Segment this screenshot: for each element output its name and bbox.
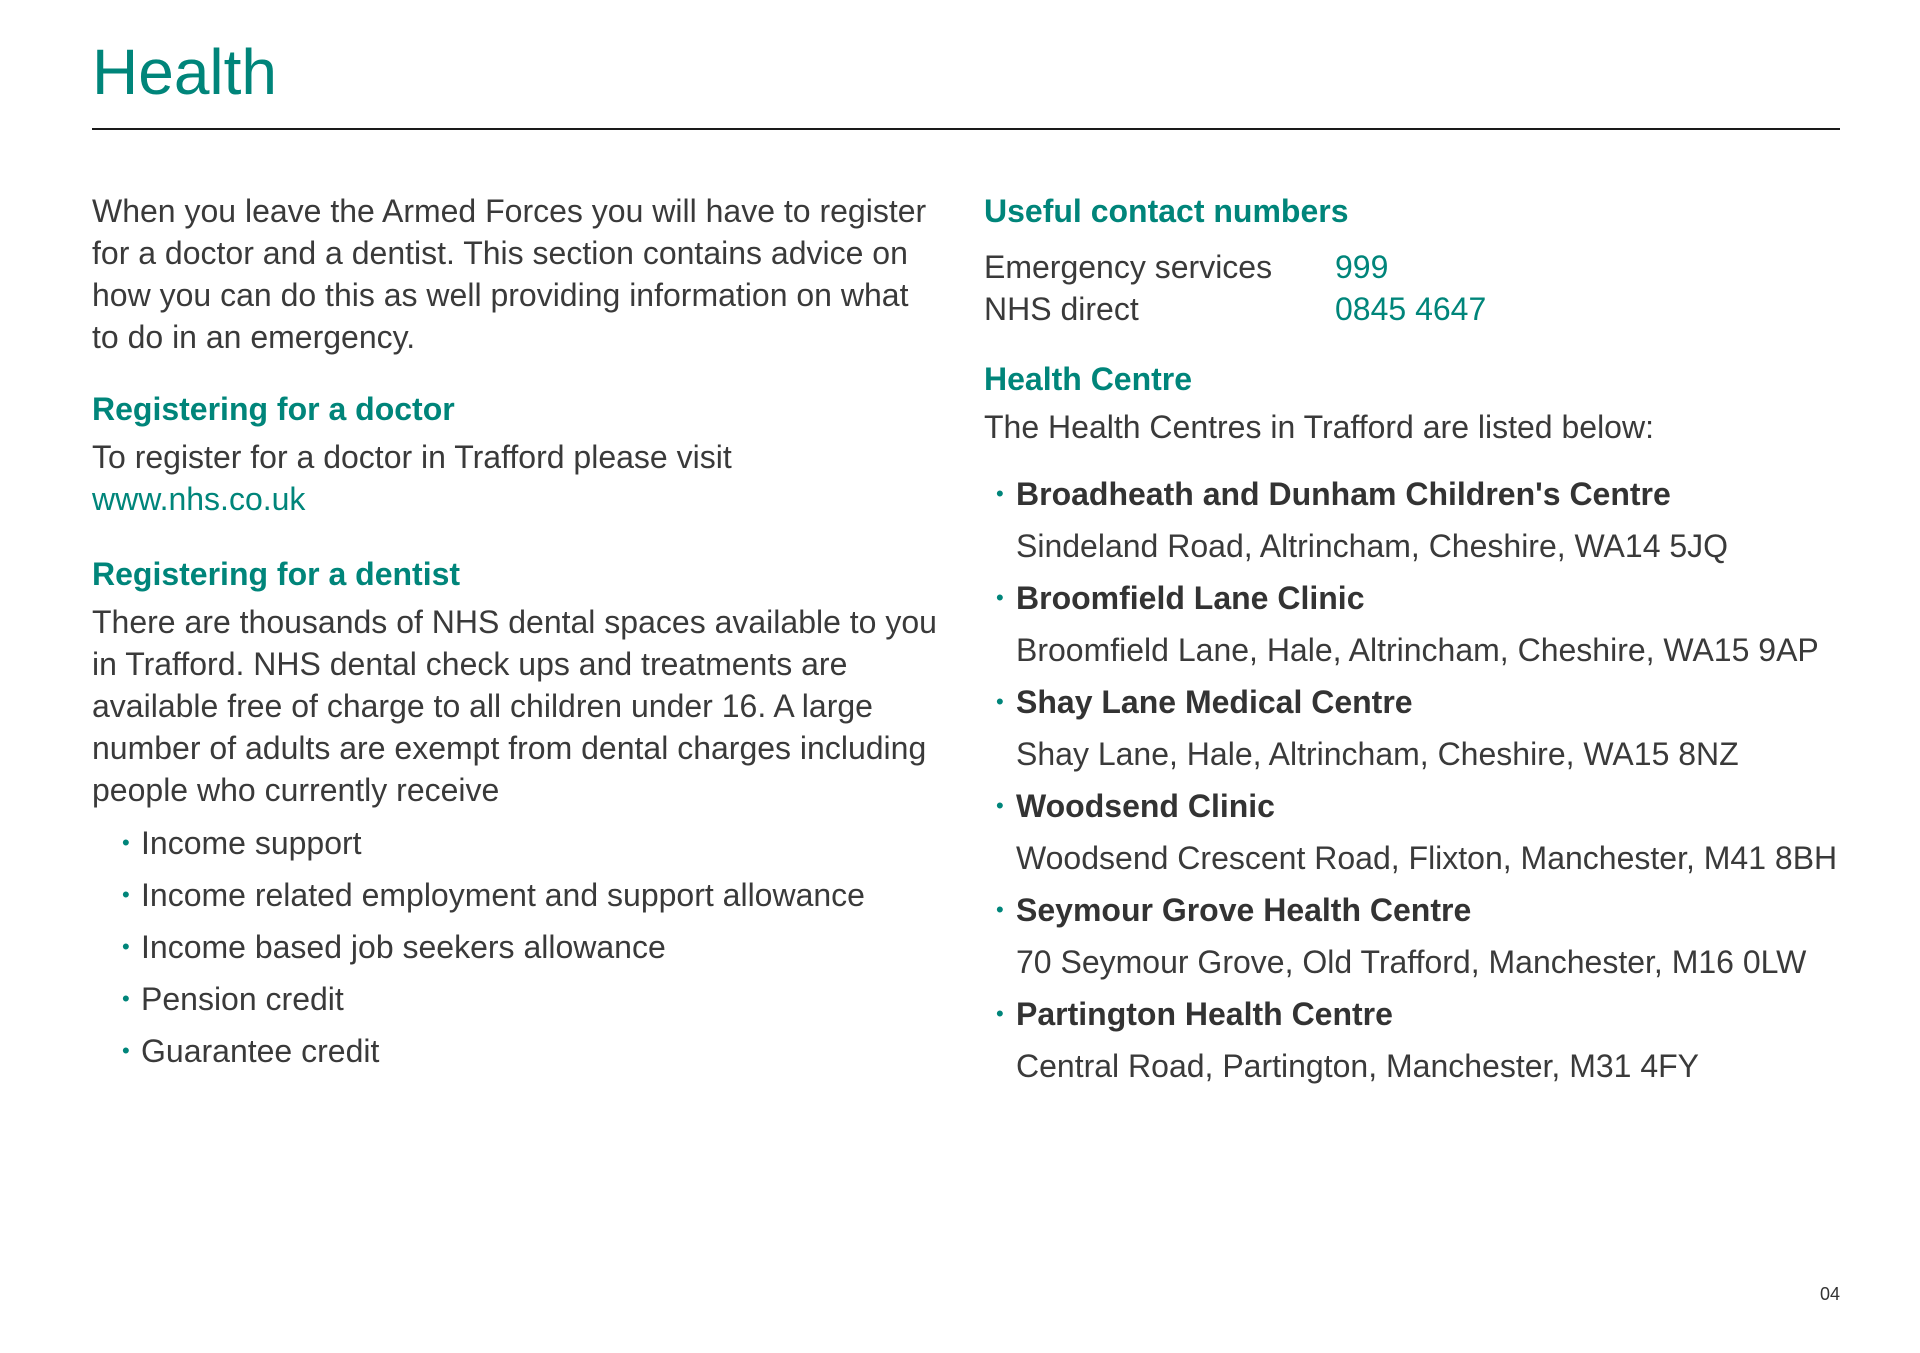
health-centre-heading: Health Centre <box>984 361 1193 397</box>
list-item: • Pension credit <box>92 973 942 1025</box>
doctor-heading: Registering for a doctor <box>92 391 455 427</box>
dentist-paragraph: There are thousands of NHS dental spaces available to you in Trafford. NHS dental check ups and treatments are available free of charge to all children under 16. A large number of adults are exempt from dental charges including people who currently receive <box>92 604 937 808</box>
centre-name: Partington Health Centre <box>1016 996 1393 1032</box>
centre-address: 70 Seymour Grove, Old Trafford, Manchester, M16 0LW <box>1016 944 1807 980</box>
contact-number: 0845 4647 <box>1335 291 1487 327</box>
list-item <box>984 780 1864 884</box>
centre-address: Sindeland Road, Altrincham, Cheshire, WA14 5JQ <box>1016 528 1729 564</box>
bullet-icon: • <box>996 1001 1004 1026</box>
nhs-website-link[interactable]: www.nhs.co.uk <box>92 481 306 517</box>
contacts-table <box>984 246 1864 330</box>
centre-address: Woodsend Crescent Road, Flixton, Manchester, M41 8BH <box>1016 840 1838 876</box>
contact-row-nhs-direct <box>984 288 1864 330</box>
centre-address: Central Road, Partington, Manchester, M31 4FY <box>1016 1048 1700 1084</box>
bullet-icon: • <box>996 793 1004 818</box>
bullet-icon: • <box>122 934 130 959</box>
dentist-heading: Registering for a dentist <box>92 556 461 592</box>
centre-address: Broomfield Lane, Hale, Altrincham, Cheshire, WA15 9AP <box>1016 632 1819 668</box>
contact-label: Emergency services <box>984 249 1273 285</box>
contact-number: 999 <box>1335 249 1389 285</box>
bullet-icon: • <box>122 1038 130 1063</box>
health-centre-list <box>984 468 1864 1092</box>
contact-row-emergency <box>984 246 1864 288</box>
bullet-icon: • <box>996 481 1004 506</box>
list-item <box>984 884 1864 988</box>
list-item: • Guarantee credit <box>92 1025 942 1077</box>
list-item <box>984 572 1864 676</box>
doctor-text: To register for a doctor in Trafford please visit <box>92 439 732 475</box>
list-item: • Income based job seekers allowance <box>92 921 942 973</box>
bullet-icon: • <box>996 689 1004 714</box>
intro-paragraph: When you leave the Armed Forces you will have to register for a doctor and a dentist. This section contains advice on how you can do this as well providing information on what to do in an emergency. <box>92 193 927 355</box>
centre-name: Broadheath and Dunham Children's Centre <box>1016 476 1671 512</box>
centre-name: Woodsend Clinic <box>1016 788 1275 824</box>
health-centre-intro: The Health Centres in Trafford are listed below: <box>984 409 1654 445</box>
left-column <box>92 190 942 1077</box>
contact-label: NHS direct <box>984 291 1139 327</box>
right-column <box>984 190 1864 1092</box>
centre-address: Shay Lane, Hale, Altrincham, Cheshire, WA15 8NZ <box>1016 736 1739 772</box>
bullet-icon: • <box>996 585 1004 610</box>
list-item <box>984 988 1864 1092</box>
title-divider <box>92 128 1840 130</box>
bullet-icon: • <box>122 882 130 907</box>
exemption-list <box>92 817 942 1077</box>
centre-name: Shay Lane Medical Centre <box>1016 684 1413 720</box>
list-item: • Income support <box>92 817 942 869</box>
list-item: • Income related employment and support allowance <box>92 869 942 921</box>
bullet-icon: • <box>996 897 1004 922</box>
contacts-heading: Useful contact numbers <box>984 193 1349 229</box>
bullet-icon: • <box>122 986 130 1011</box>
centre-name: Broomfield Lane Clinic <box>1016 580 1365 616</box>
bullet-icon: • <box>122 830 130 855</box>
page-title: Health <box>92 36 277 108</box>
doctor-paragraph <box>92 436 942 520</box>
list-item <box>984 468 1864 572</box>
page-number: 04 <box>1820 1284 1841 1304</box>
list-item <box>984 676 1864 780</box>
centre-name: Seymour Grove Health Centre <box>1016 892 1472 928</box>
